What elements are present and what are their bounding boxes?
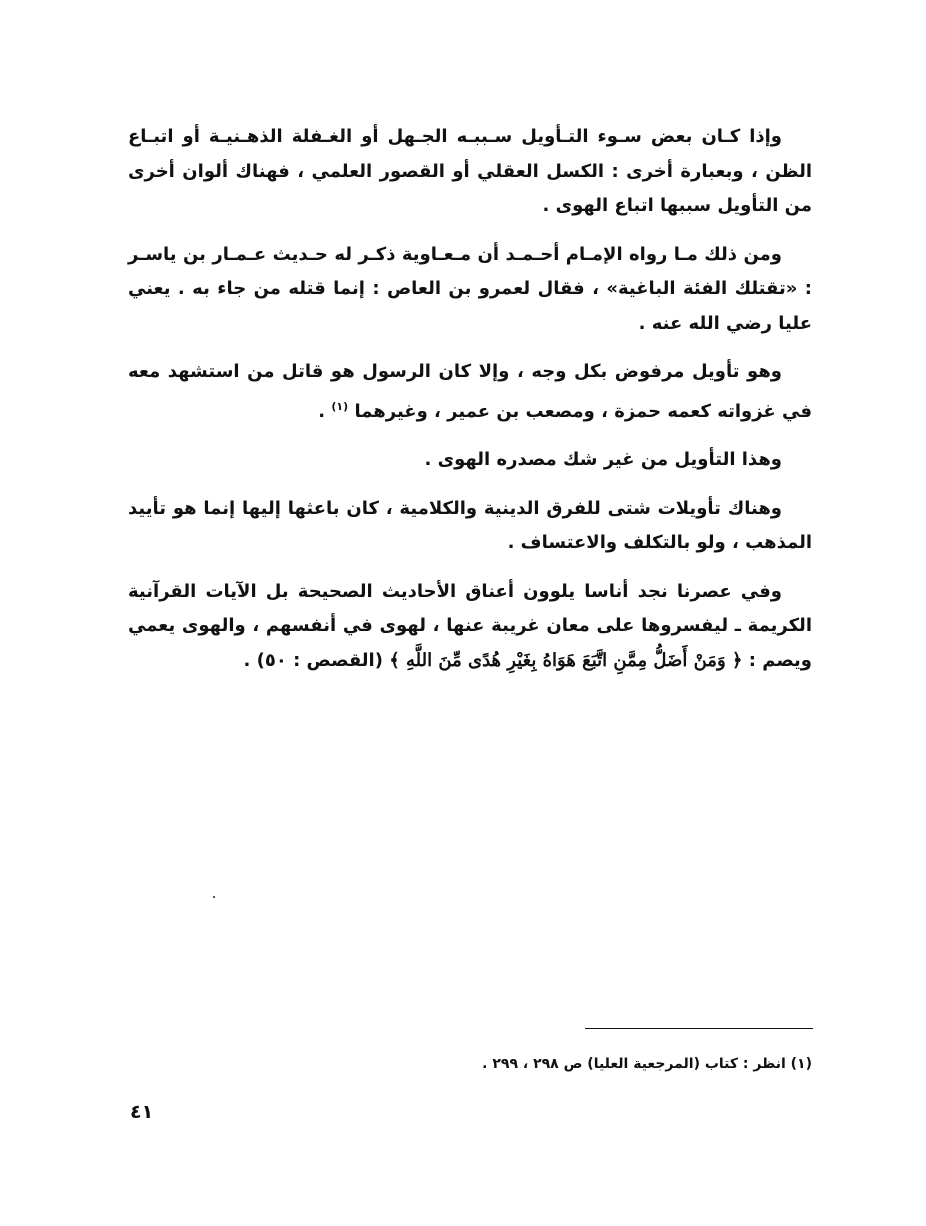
page-number: ٤١: [130, 1101, 154, 1123]
paragraph-4: وهذا التأويل من غير شك مصدره الهوى .: [424, 449, 782, 470]
paragraph-3: [128, 355, 812, 429]
footnote: (١) انظر : كتاب (المرجعية العليا) ص ٢٩٨ ، ٢٩٩ .: [482, 1056, 812, 1072]
paragraph-1: وإذا كـان بعض سـوء التـأويل سـببـه الجـهل أو الغـفلة الذهـنيـة أو اتبـاع الظن ، وبعبارة أخرى : الكسل العقلي أو القصور العلمي ، فهناك ألوان أخرى من التأويل سببها اتباع الهوى .: [128, 126, 812, 216]
body-text: [128, 120, 812, 692]
footnote-reference[interactable]: (١): [331, 399, 349, 413]
paragraph-6: [128, 575, 812, 679]
paragraph-5: وهناك تأويلات شتى للفرق الدينية والكلامية ، كان باعثها إليها إنما هو تأييد المذهب ، ولو بالتكلف والاعتساف .: [128, 497, 812, 553]
scan-speck: [213, 896, 215, 898]
footnote-divider: [585, 1028, 813, 1029]
paragraph-2: ومن ذلك مـا رواه الإمـام أحـمـد أن مـعـاوية ذكـر له حـديث عـمـار بن ياسـر : «تقتلك الفئة الباغية» ، فقال لعمرو بن العاص : إنما قتله من جاء به . يعني عليا رضي الله عنه .: [128, 243, 812, 334]
paragraph-6-text: وفي عصرنا نجد أناسا يلوون أعناق الأحاديث الصحيحة بل الآيات القرآنية الكريمة ـ ليفسروها على معان غريبة عنها ، لهوى في أنفسهم ، والهوى يعمي ويصم :: [128, 580, 812, 671]
paragraph-3-end: .: [318, 400, 332, 422]
quran-citation: (القصص : ٥٠) .: [243, 649, 390, 671]
paragraph-3-text: وهو تأويل مرفوض بكل وجه ، وإلا كان الرسول هو قاتل من استشهد معه في غزواته كعمه حمزة ، ومصعب بن عمير ، وغيرهما: [128, 361, 812, 422]
quran-verse: ﴿ وَمَنْ أَضَلُّ مِمَّنِ اتَّبَعَ هَوَاهُ بِغَيْرِ هُدًى مِّنَ اللَّهِ ﴾: [389, 649, 743, 671]
